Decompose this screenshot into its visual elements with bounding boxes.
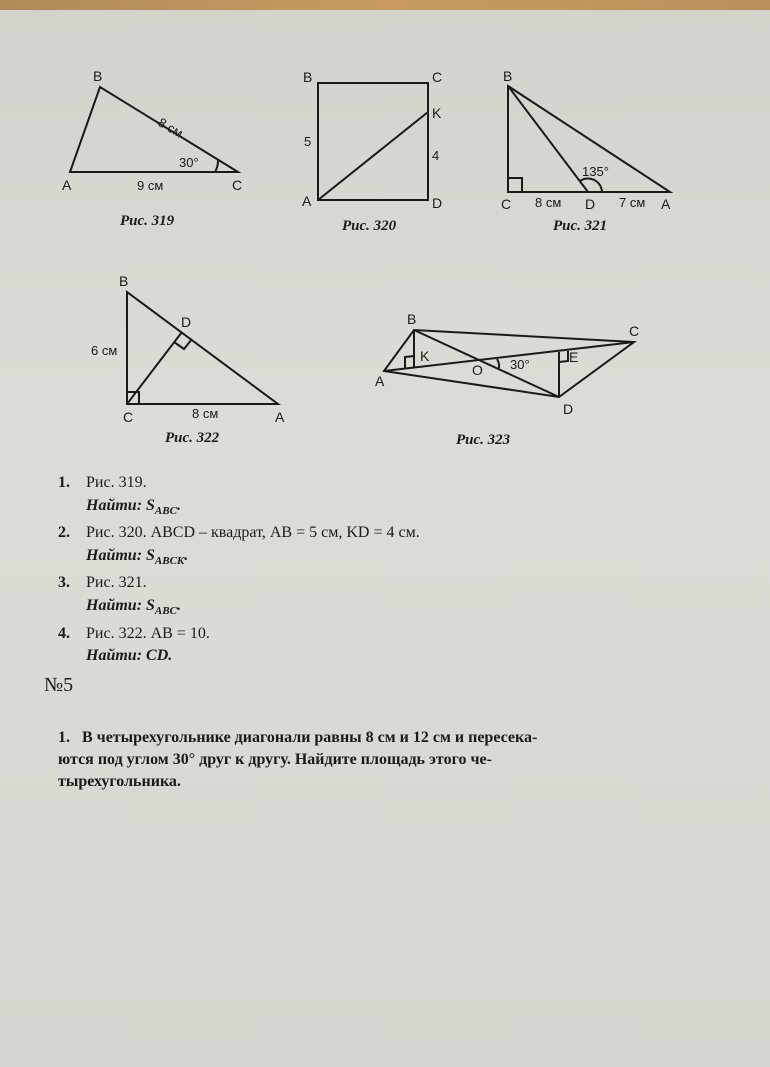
- triangle-abc: [127, 292, 278, 404]
- segment-cd-label: 8 см: [535, 195, 562, 210]
- segment-ak: [318, 112, 428, 200]
- task-text: Рис. 320. ABCD – квадрат, AB = 5 см, KD = 4 см.: [86, 524, 420, 542]
- point-o-label: O: [472, 362, 483, 378]
- point-c-label: C: [629, 323, 640, 339]
- point-e-label: E: [569, 349, 579, 365]
- caption-321: Рис. 321: [553, 218, 608, 234]
- problem-text: [58, 727, 638, 793]
- task-text: Рис. 319.: [86, 474, 147, 491]
- caption-323: Рис. 323: [456, 432, 511, 448]
- task-find: Найти: $S_{ABC}$.: [86, 596, 181, 618]
- task-item: [58, 522, 658, 572]
- problem-line: ются под углом 30° друг к другу. Найдите площадь этого че-: [58, 751, 492, 768]
- point-c-label: C: [123, 409, 134, 425]
- problem-line: тырехугольника.: [58, 773, 181, 790]
- point-b-label: B: [303, 69, 313, 85]
- point-b-label: B: [503, 68, 513, 84]
- side-bc-label: 6 см: [91, 343, 118, 358]
- angle-c-label: 30°: [179, 155, 199, 170]
- figure-320: [298, 68, 458, 213]
- angle-bda-label: 135°: [582, 164, 609, 179]
- point-d-label: D: [432, 195, 443, 211]
- triangle-abc: [70, 87, 238, 172]
- point-b-label: B: [93, 68, 103, 84]
- point-a-label: A: [375, 373, 385, 389]
- task-number: 2.: [58, 524, 70, 542]
- figure-322: [85, 270, 300, 430]
- side-ab-label: 5: [304, 134, 312, 149]
- caption-319: Рис. 319: [120, 213, 175, 229]
- figure-319: [55, 65, 265, 200]
- segment-kd-label: 4: [432, 148, 440, 163]
- task-text: Рис. 321.: [86, 574, 147, 592]
- point-d-label: D: [181, 314, 192, 330]
- task-find: Найти: $S_{ABC}$.: [86, 496, 181, 517]
- point-c-label: C: [232, 177, 243, 193]
- point-d-label: D: [563, 401, 574, 417]
- point-d-label: D: [585, 196, 596, 212]
- square-abcd: [318, 83, 428, 200]
- task-number: 4.: [58, 624, 70, 642]
- point-c-label: C: [501, 196, 512, 212]
- side-bc-label: 8 см: [155, 114, 186, 141]
- problem-line: В четырехугольнике диагонали равны 8 см и 12 см и пересека-: [82, 729, 538, 746]
- point-a-label: A: [62, 177, 72, 193]
- task-item: [58, 472, 658, 522]
- point-k-label: K: [420, 348, 430, 364]
- caption-320: Рис. 320: [342, 218, 397, 234]
- point-b-label: B: [407, 311, 417, 327]
- task-find: Найти: $S_{ABCK}$.: [86, 546, 189, 567]
- task-item: [58, 623, 658, 673]
- task-item: [58, 572, 658, 622]
- side-ca-label: 8 см: [192, 406, 219, 421]
- figure-321: [498, 68, 688, 213]
- angle-arc-c: [215, 160, 218, 172]
- task-number: 1.: [58, 474, 70, 491]
- point-a-label: A: [661, 196, 671, 212]
- task-text: Рис. 322. AB = 10.: [86, 624, 210, 642]
- point-b-label: B: [119, 273, 129, 289]
- angle-o-label: 30°: [510, 357, 530, 372]
- angle-arc-o: [497, 359, 499, 368]
- section-number: №5: [44, 674, 74, 696]
- task-number: 3.: [58, 574, 70, 592]
- figure-323: [370, 305, 660, 425]
- table-edge: [0, 0, 770, 10]
- task-list: [58, 472, 658, 673]
- point-a-label: A: [302, 193, 312, 209]
- point-c-label: C: [432, 69, 443, 85]
- caption-322: Рис. 322: [165, 430, 220, 446]
- segment-da-label: 7 см: [619, 195, 646, 210]
- segment-bd: [508, 86, 588, 192]
- point-k-label: K: [432, 105, 442, 121]
- right-angle-e: [559, 351, 568, 362]
- problem-number: 1.: [58, 729, 70, 746]
- point-a-label: A: [275, 409, 285, 425]
- side-ac-label: 9 см: [137, 178, 164, 193]
- task-find: Найти: CD.: [86, 647, 173, 665]
- right-angle-c: [508, 178, 522, 192]
